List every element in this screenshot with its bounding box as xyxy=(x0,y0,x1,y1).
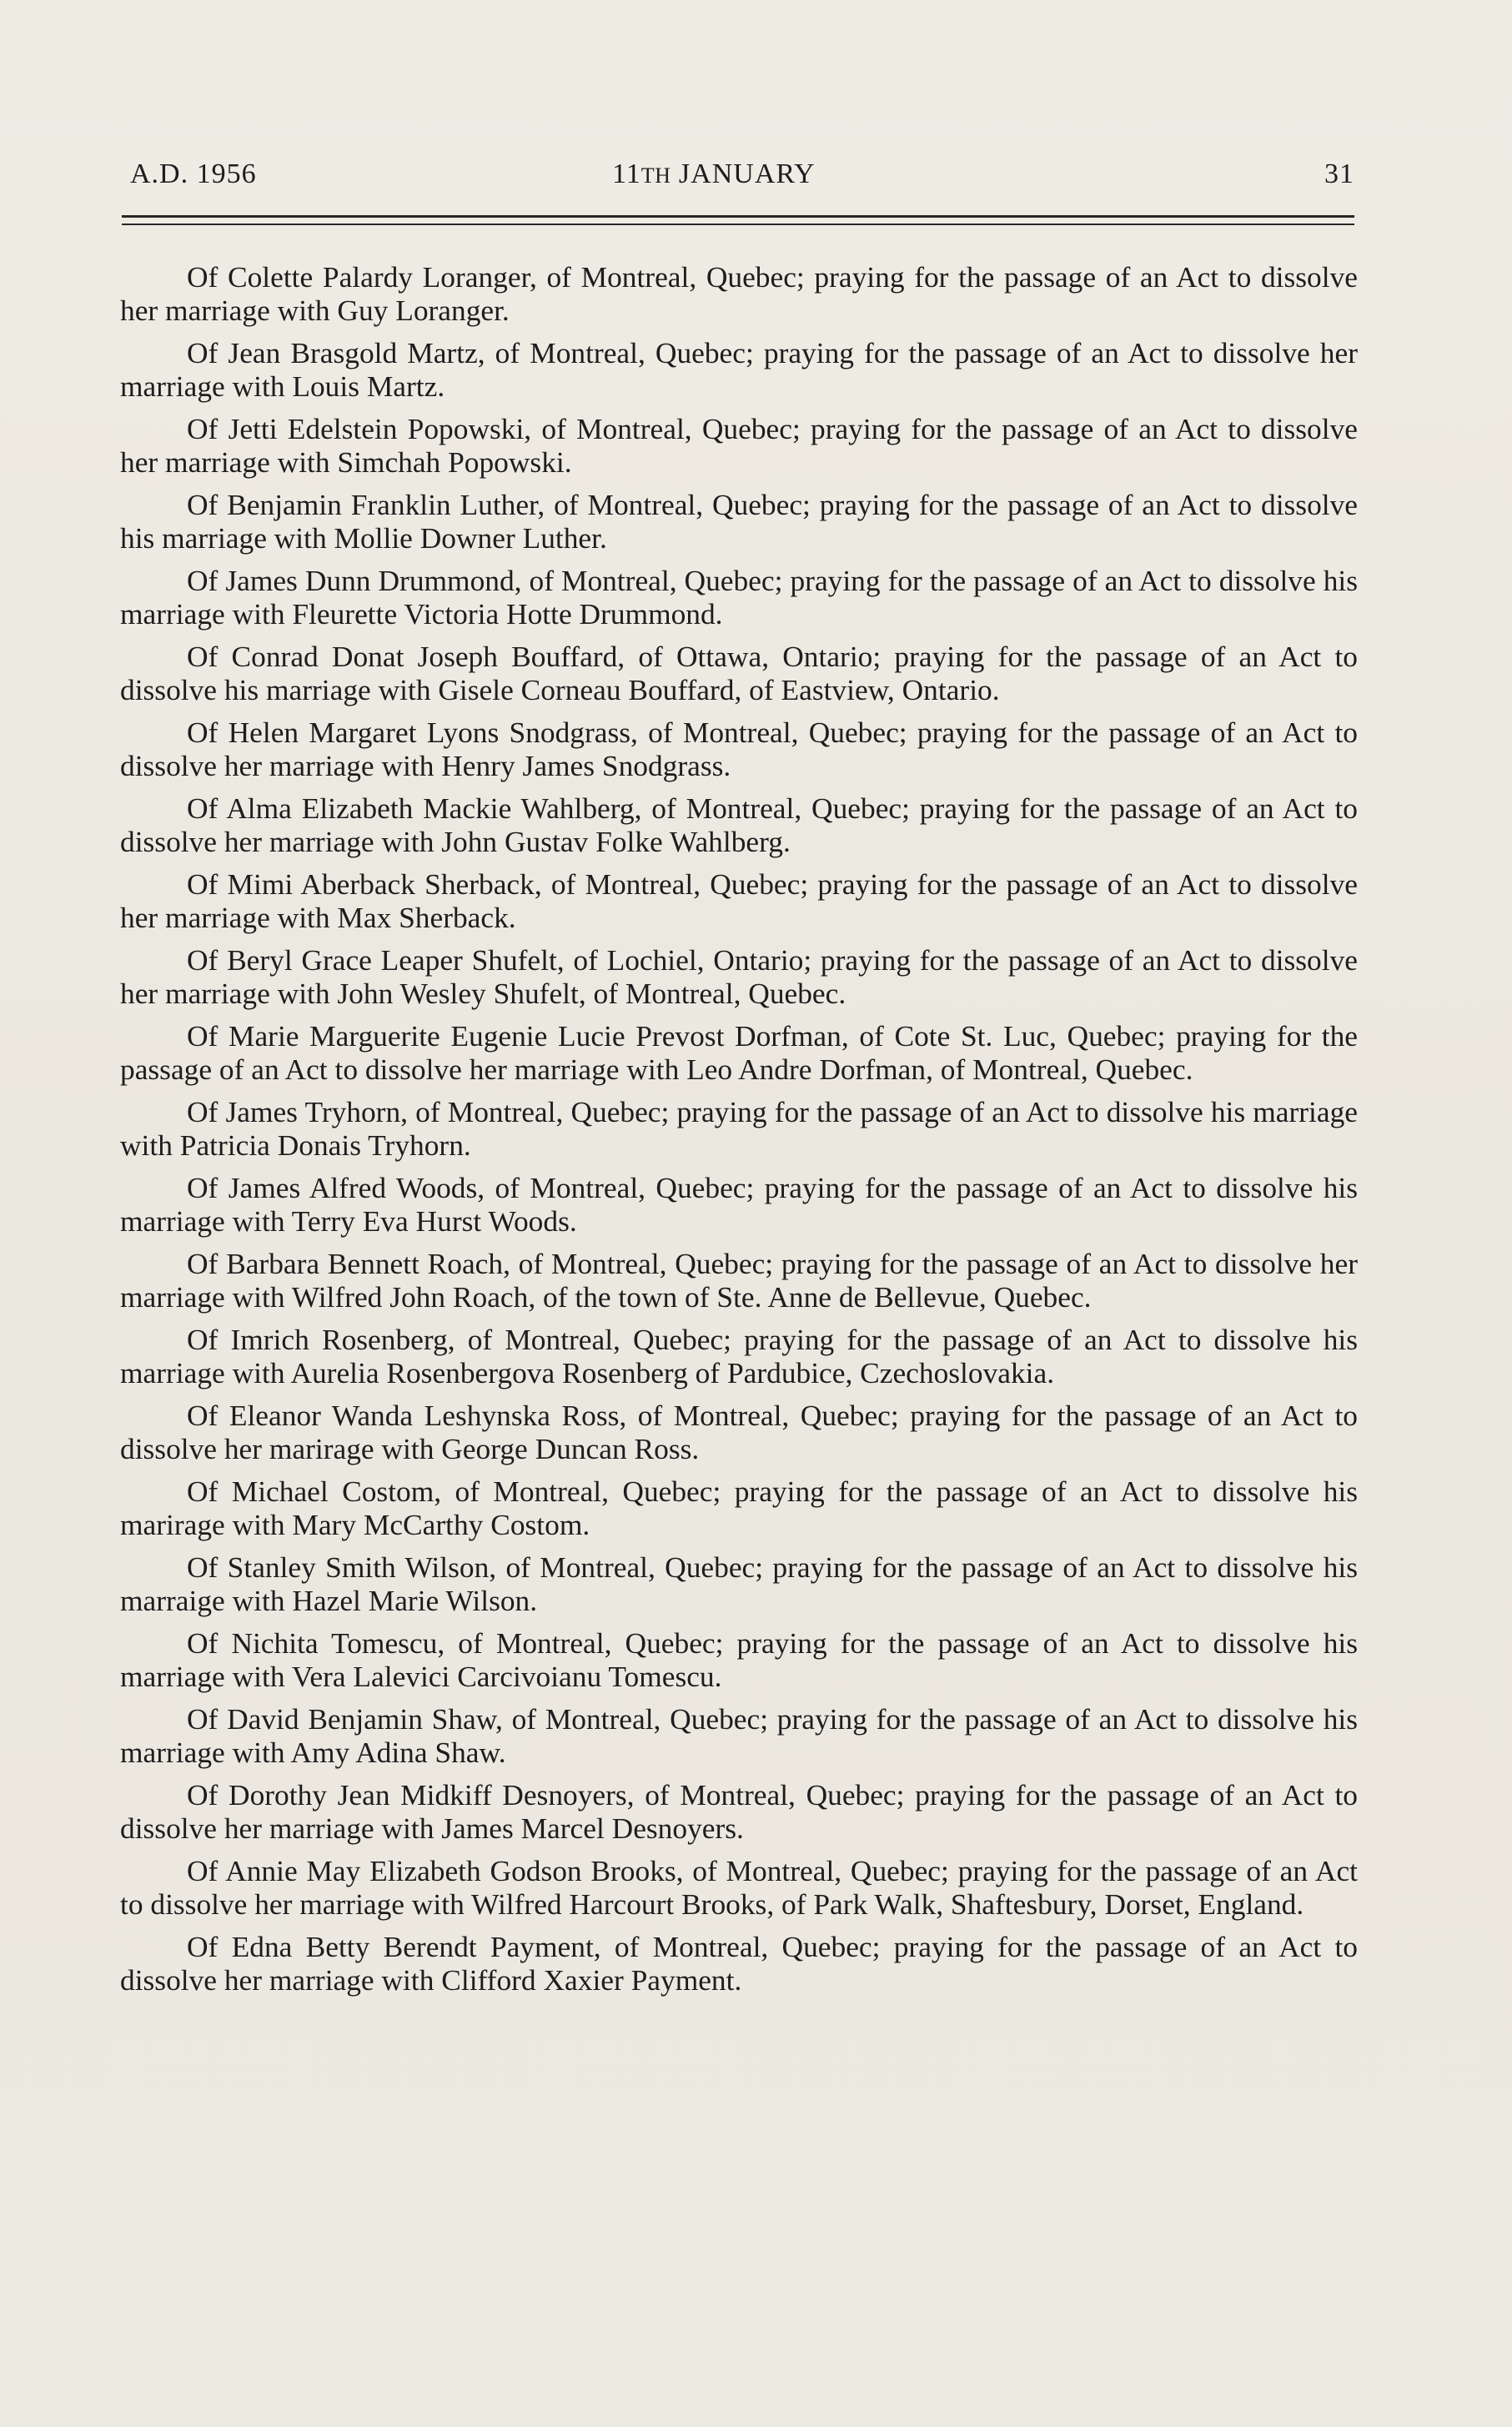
petition-entry: Of Alma Elizabeth Mackie Wahlberg, of Montreal, Quebec; praying for the passage of an Act to dissolve her marriage with John Gustav Folke Wahlberg. xyxy=(120,791,1358,858)
petition-entry: Of Beryl Grace Leaper Shufelt, of Lochiel, Ontario; praying for the passage of an Act to dissolve her marriage with John Wesley Shufelt, of Montreal, Quebec. xyxy=(120,943,1358,1010)
petition-entry: Of Marie Marguerite Eugenie Lucie Prevost Dorfman, of Cote St. Luc, Quebec; praying for the passage of an Act to dissolve her marriage with Leo Andre Dorfman, of Montreal, Quebec. xyxy=(120,1019,1358,1086)
petition-entry: Of Colette Palardy Loranger, of Montreal, Quebec; praying for the passage of an Act to dissolve her marriage with Guy Loranger. xyxy=(120,260,1358,327)
petition-entry: Of Dorothy Jean Midkiff Desnoyers, of Montreal, Quebec; praying for the passage of an Act to dissolve her marriage with James Marcel Desnoyers. xyxy=(120,1778,1358,1845)
petition-entry: Of Mimi Aberback Sherback, of Montreal, Quebec; praying for the passage of an Act to dissolve her marriage with Max Sherback. xyxy=(120,867,1358,934)
page-number: 31 xyxy=(1324,158,1354,189)
header-date-ordinal: TH xyxy=(640,163,671,188)
petition-entry: Of Eleanor Wanda Leshynska Ross, of Montreal, Quebec; praying for the passage of an Act to dissolve her marirage with George Duncan Ross. xyxy=(120,1399,1358,1465)
header-rule-thin xyxy=(122,224,1354,225)
petition-entry: Of Jean Brasgold Martz, of Montreal, Quebec; praying for the passage of an Act to dissolve her marriage with Louis Martz. xyxy=(120,336,1358,403)
petition-entry: Of Michael Costom, of Montreal, Quebec; praying for the passage of an Act to dissolve his marirage with Mary McCarthy Costom. xyxy=(120,1475,1358,1541)
petition-entry: Of Stanley Smith Wilson, of Montreal, Quebec; praying for the passage of an Act to dissolve his marraige with Hazel Marie Wilson. xyxy=(120,1550,1358,1617)
petition-entry: Of Helen Margaret Lyons Snodgrass, of Montreal, Quebec; praying for the passage of an Act to dissolve her marriage with Henry James Snodgrass. xyxy=(120,716,1358,782)
petition-entry: Of Jetti Edelstein Popowski, of Montreal, Quebec; praying for the passage of an Act to dissolve her marriage with Simchah Popowski. xyxy=(120,412,1358,479)
petition-entry: Of Barbara Bennett Roach, of Montreal, Quebec; praying for the passage of an Act to dissolve her marriage with Wilfred John Roach, of the town of Ste. Anne de Bellevue, Quebec. xyxy=(120,1247,1358,1314)
petition-entry: Of Annie May Elizabeth Godson Brooks, of Montreal, Quebec; praying for the passage of an Act to dissolve her marriage with Wilfred Harcourt Brooks, of Park Walk, Shaftesbury, Dorset, England. xyxy=(120,1854,1358,1921)
header-year: A.D. 1956 xyxy=(130,158,257,189)
petition-entry: Of James Alfred Woods, of Montreal, Quebec; praying for the passage of an Act to dissolve his marriage with Terry Eva Hurst Woods. xyxy=(120,1171,1358,1238)
petition-entry: Of Benjamin Franklin Luther, of Montreal, Quebec; praying for the passage of an Act to dissolve his marriage with Mollie Downer Luther. xyxy=(120,488,1358,555)
petition-entry: Of Imrich Rosenberg, of Montreal, Quebec; praying for the passage of an Act to dissolve his marriage with Aurelia Rosenbergova Rosenberg of Pardubice, Czechoslovakia. xyxy=(120,1323,1358,1389)
petition-entry: Of James Tryhorn, of Montreal, Quebec; praying for the passage of an Act to dissolve his marriage with Patricia Donais Tryhorn. xyxy=(120,1095,1358,1162)
petition-entry: Of James Dunn Drummond, of Montreal, Quebec; praying for the passage of an Act to dissolve his marriage with Fleurette Victoria Hotte Drummond. xyxy=(120,564,1358,631)
petition-entry: Of David Benjamin Shaw, of Montreal, Quebec; praying for the passage of an Act to dissolve his marriage with Amy Adina Shaw. xyxy=(120,1702,1358,1769)
petition-entry: Of Conrad Donat Joseph Bouffard, of Ottawa, Ontario; praying for the passage of an Act to dissolve his marriage with Gisele Corneau Bouffard, of Eastview, Ontario. xyxy=(120,640,1358,706)
page-header xyxy=(122,158,1354,198)
petitions-list xyxy=(120,260,1358,2006)
header-rule-thick xyxy=(122,215,1354,218)
header-date-day: 11 xyxy=(612,158,641,189)
header-date-month: JANUARY xyxy=(678,158,816,189)
petition-entry: Of Edna Betty Berendt Payment, of Montreal, Quebec; praying for the passage of an Act to dissolve her marriage with Clifford Xaxier Payment. xyxy=(120,1930,1358,1997)
petition-entry: Of Nichita Tomescu, of Montreal, Quebec; praying for the passage of an Act to dissolve his marriage with Vera Lalevici Carcivoianu Tomescu. xyxy=(120,1626,1358,1693)
header-date xyxy=(612,158,816,190)
